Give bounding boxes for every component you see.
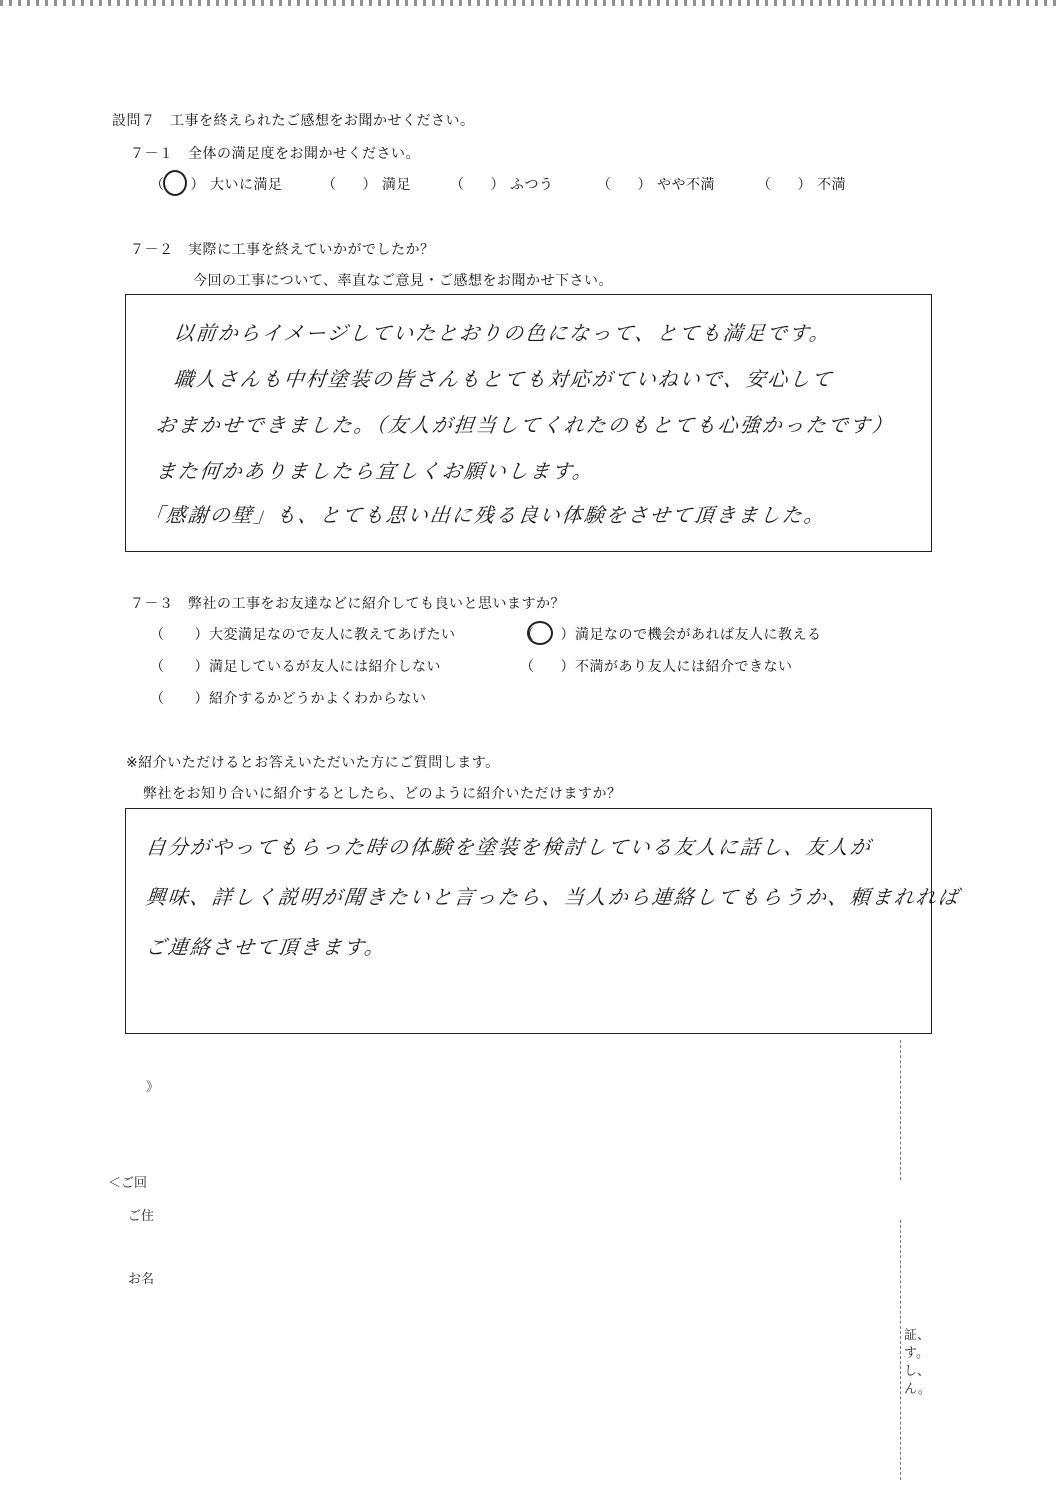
q71-option-4[interactable]: （ ） やや不満 [597,177,715,193]
fold-line [900,1220,901,1480]
q73-option-1[interactable]: （ ）大変満足なので友人に教えてあげたい [150,627,456,643]
referral-answer-line-1: 自分がやってもらった時の体験を塗装を検討している友人に話し、友人が [144,835,874,859]
q72-sub: 今回の工事について、率直なご意見・ご感想をお聞かせ下さい。 [193,273,613,289]
referral-answer-line-3: ご連絡させて頂きます。 [144,935,388,959]
q72-answer-line-1: 以前からイメージしていたとおりの色になって、とても満足です。 [172,321,833,345]
fragment-label-c: お名 [128,1272,155,1287]
q71-option-1[interactable]: （ ） 大いに満足 [150,177,283,193]
fragment-right-1: 証、 [904,1328,931,1343]
q71-option-2[interactable]: （ ） 満足 [322,177,411,193]
q73-option-2-label: 満足なので機会があれば友人に教える [575,627,822,643]
q73-option-4[interactable]: （ ）不満があり友人には紹介できない [520,659,793,675]
q72-label: ７－２ 実際に工事を終えていかがでしたか？ [130,242,435,258]
fragment-label-a: ＜ご回 [108,1176,148,1191]
check-circle-icon [527,621,553,645]
q73-option-3-label: 満足しているが友人には紹介しない [209,659,441,675]
q73-label: ７－３ 弊社の工事をお友達などに紹介しても良いと思いますか？ [130,596,565,612]
fragment-label-b: ご住 [128,1209,155,1224]
referral-answer-line-2: 興味、詳しく説明が聞きたいと言ったら、当人から連絡してもらうか、頼まれれば [144,885,962,909]
q72-answer-line-3: おまかせできました。（友人が担当してくれたのもとても心強かったです） [154,413,896,437]
q73-option-4-label: 不満があり友人には紹介できない [575,659,793,675]
q73-option-5[interactable]: （ ）紹介するかどうかよくわからない [150,691,427,707]
q72-answer-line-2: 職人さんも中村塗装の皆さんもとても対応がていねいで、安心して [172,367,835,391]
q71-option-1-label: 大いに満足 [209,177,283,193]
q72-answer-box[interactable] [125,294,932,552]
q71-option-5-label: 不満 [816,177,846,193]
fragment-mark: 》 [146,1080,160,1095]
q71-option-5[interactable]: （ ） 不満 [757,177,846,193]
q73-option-5-label: 紹介するかどうかよくわからない [209,691,427,707]
fold-line [900,1040,901,1180]
referral-question: 弊社をお知り合いに紹介するとしたら、どのように紹介いただけますか？ [143,786,622,802]
q7-title: 設問７ 工事を終えられたご感想をお聞かせください。 [112,113,475,129]
q73-option-3[interactable]: （ ）満足しているが友人には紹介しない [150,659,441,675]
referral-note: ※紹介いただけるとお答えいただいた方にご質問します。 [126,755,500,771]
q71-option-4-label: やや不満 [656,177,715,193]
check-circle-icon [163,170,187,196]
q71-label: ７－１ 全体の満足度をお聞かせください。 [130,146,420,162]
q71-option-2-label: 満足 [381,177,411,193]
referral-answer-box[interactable] [125,808,962,1034]
q71-option-3-label: ふつう [509,177,554,193]
q73-option-1-label: 大変満足なので友人に教えてあげたい [209,627,456,643]
fragment-right-4: ん。 [904,1382,931,1397]
fragment-right-3: し、 [904,1364,931,1379]
q73-option-2[interactable]: （ ）満足なので機会があれば友人に教える [520,627,822,643]
scan-edge [0,0,1059,6]
q72-answer-line-5: 「感謝の壁」も、とても思い出に残る良い体験をさせて頂きました。 [142,503,828,527]
fragment-right-2: す。 [904,1346,929,1361]
q71-option-3[interactable]: （ ） ふつう [450,177,554,193]
q72-answer-line-4: また何かありましたら宜しくお願いします。 [154,459,596,483]
